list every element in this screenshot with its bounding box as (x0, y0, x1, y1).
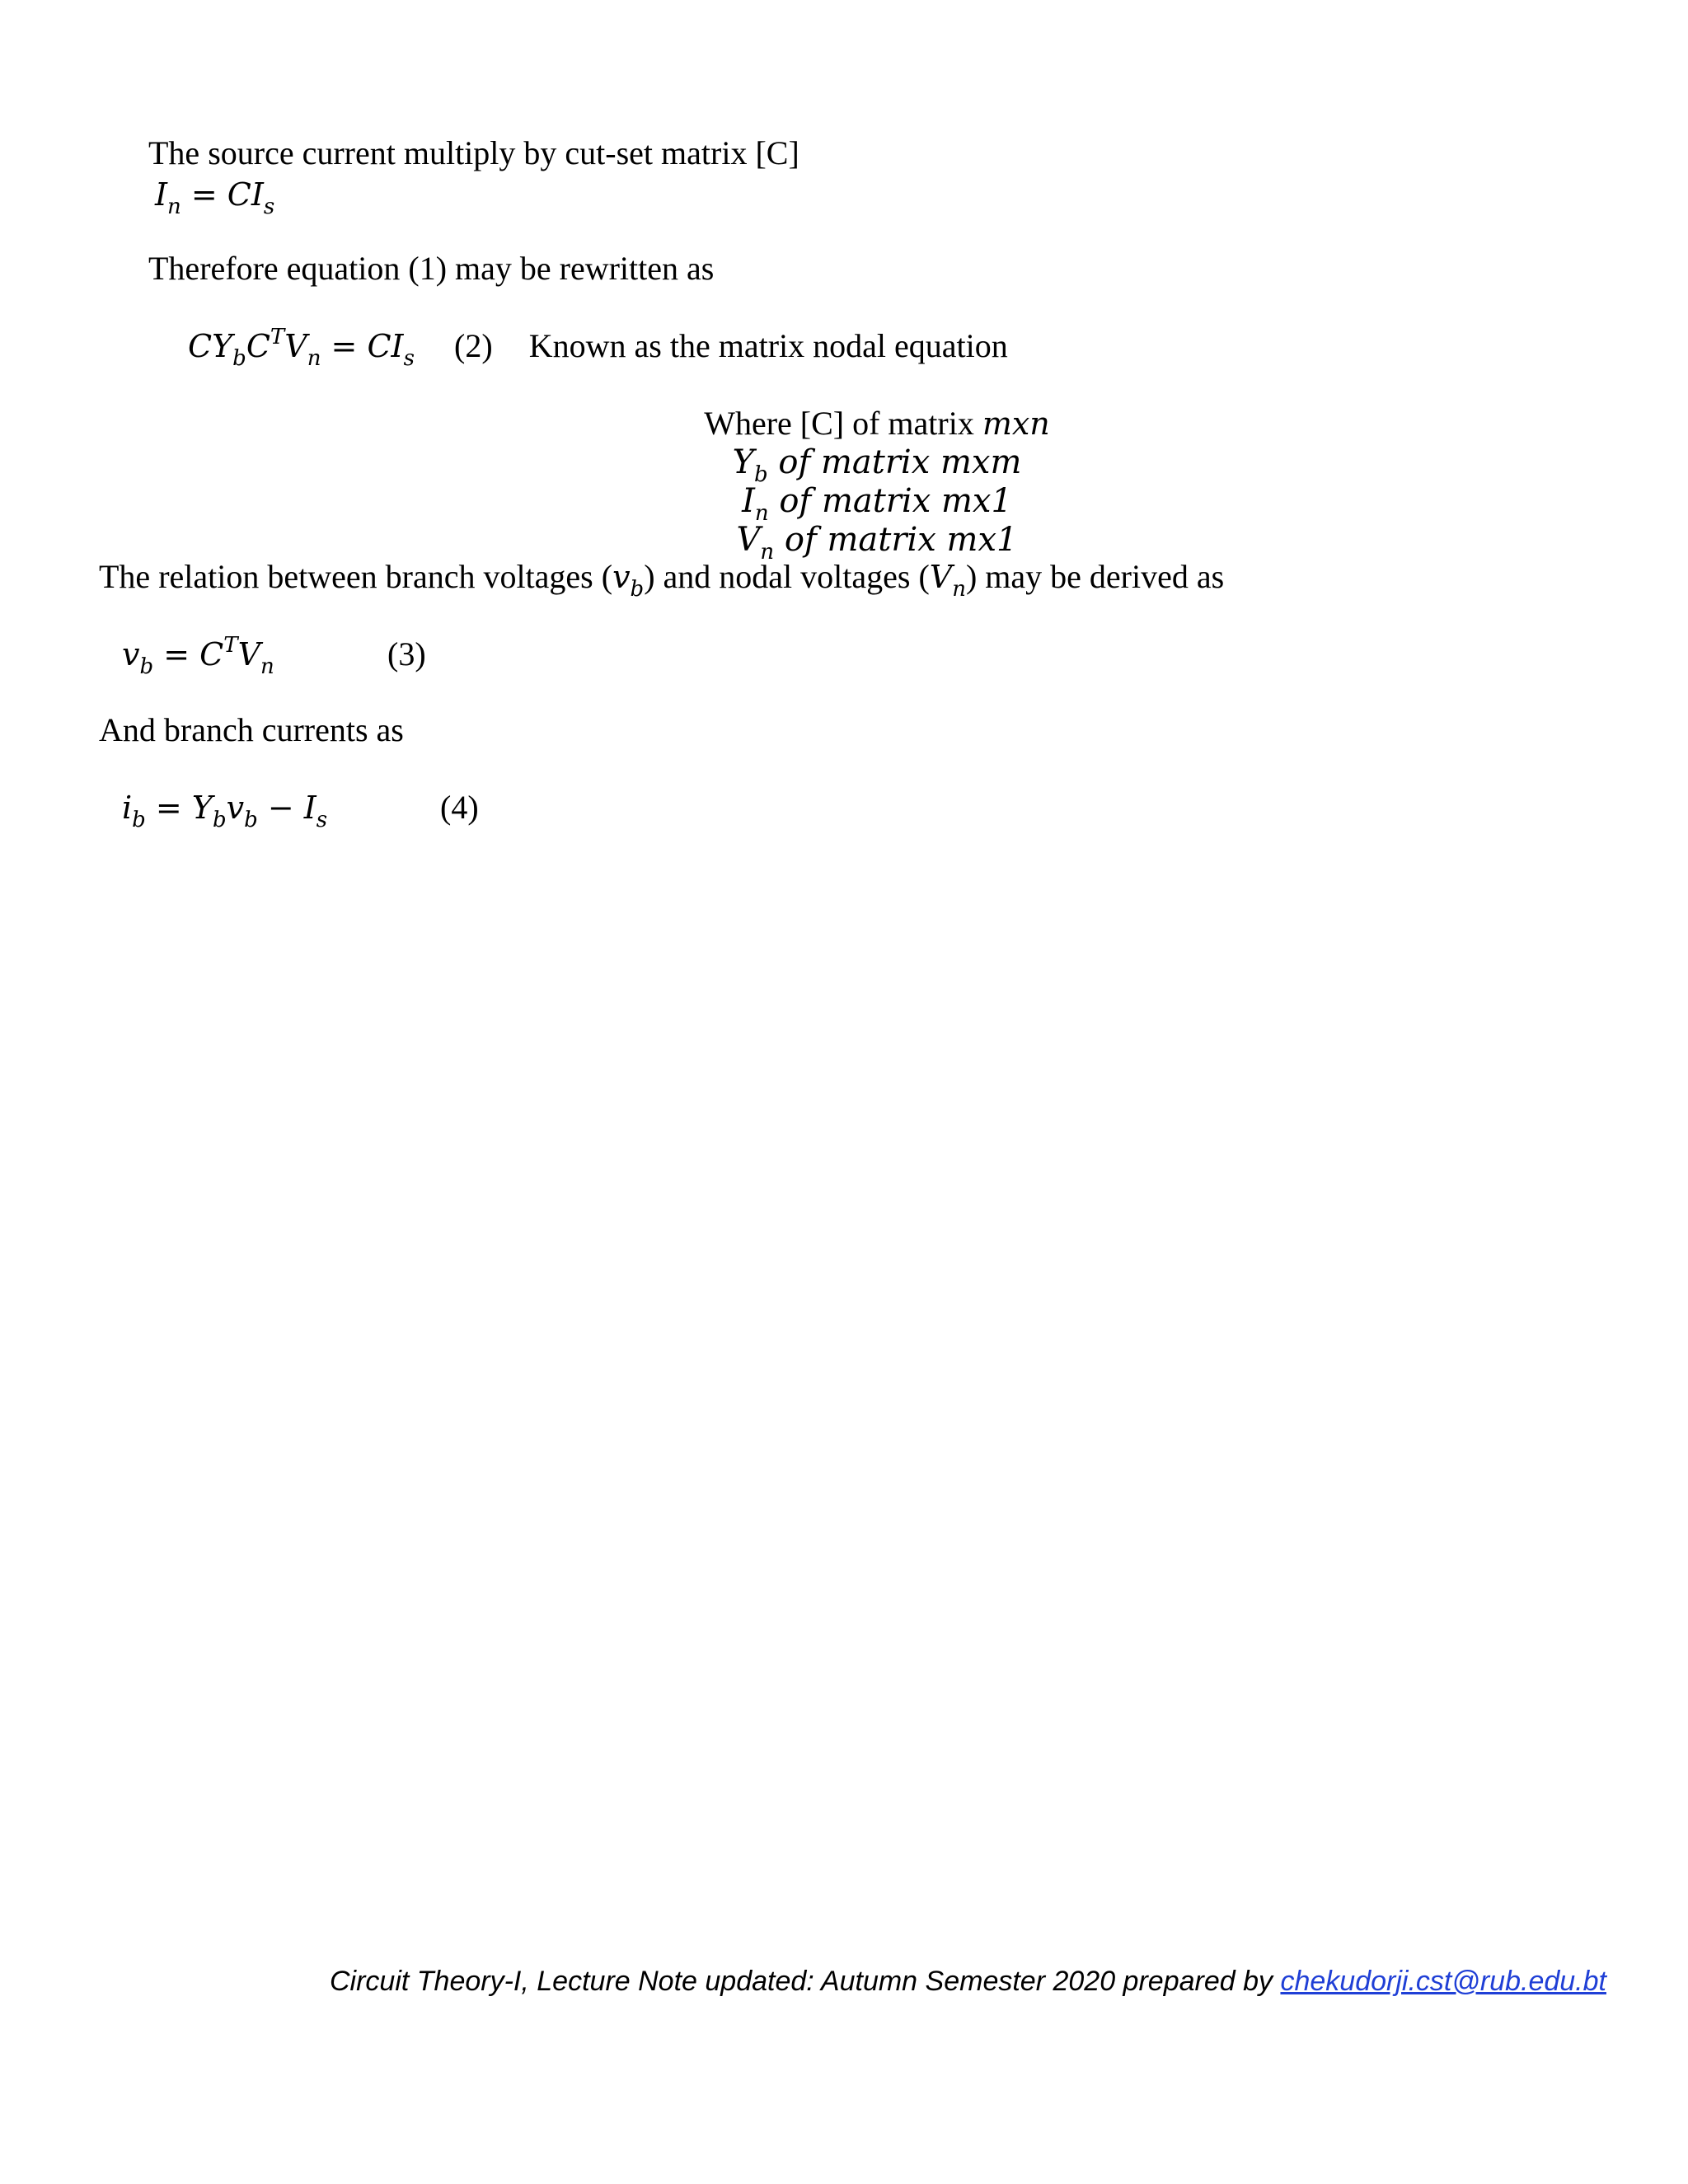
eq2-rhs-sub: s (403, 346, 415, 371)
relation-var-vn-sub: n (952, 577, 966, 602)
relation-text-1: The relation between branch voltages ( (99, 558, 613, 595)
eq4-r2-sub: b (244, 808, 258, 832)
equation-in (155, 175, 275, 219)
where-line-1 (33, 404, 1688, 443)
eq-in-lhs-sub: n (167, 194, 181, 219)
therefore-text: Therefore equation (1) may be rewritten as (148, 250, 715, 287)
where-line2-var: Y (732, 443, 754, 481)
where-line4-sub: n (760, 540, 775, 565)
eq4-number-wrap (440, 788, 479, 827)
eq4-lhs: i (122, 790, 133, 826)
equation-2 (188, 325, 1008, 371)
eq2-label: Known as the matrix nodal equation (528, 327, 1008, 364)
eq3-rhs2-sub: n (260, 654, 274, 679)
eq3-number-wrap (387, 635, 426, 674)
eq3-number: (3) (387, 635, 426, 673)
relation-line (99, 557, 1225, 602)
where-line3-var: I (742, 482, 755, 520)
eq3-lhs-sub: b (139, 654, 154, 679)
where-line3-text: of matrix mx1 (779, 482, 1012, 520)
eq2-p3-sub: n (307, 346, 321, 371)
relation-text-2: ) and nodal voltages ( (644, 558, 930, 595)
eq4-r1-sub: b (212, 808, 227, 832)
eq3-rhs1-sup: T (223, 633, 238, 658)
where-line1-math: mxn (982, 405, 1050, 442)
eq2-rhs: CI (367, 328, 404, 364)
eq3-rhs1: C (199, 636, 224, 673)
where-line3-sub: n (754, 501, 769, 526)
equation-4 (122, 788, 328, 832)
relation-var-vb: v (612, 559, 631, 595)
eq2-number: (2) (454, 327, 493, 364)
relation-text-3: ) may be derived as (965, 558, 1225, 595)
eq2-p3: V (284, 328, 307, 364)
where-line-2 (33, 443, 1688, 487)
where-line4-text: of matrix mx1 (784, 521, 1018, 559)
eq2-equals: = (331, 328, 358, 364)
eq4-r3-sub: s (316, 808, 328, 832)
where-line1-text: Where [C] of matrix (704, 405, 974, 442)
relation-var-vb-sub: b (630, 577, 645, 602)
eq2-p1-sub: b (232, 346, 246, 371)
where-line2-sub: b (753, 462, 768, 487)
eq-in-rhs: CI (227, 176, 264, 213)
eq3-rhs2: V (237, 636, 261, 673)
intro-line (148, 134, 799, 173)
eq4-equals: = (155, 790, 182, 826)
eq4-lhs-sub: b (132, 808, 146, 832)
page-footer (330, 1966, 1606, 1998)
eq4-number: (4) (440, 789, 479, 826)
branch-line (99, 710, 404, 750)
intro-text: The source current multiply by cut-set matrix [C] (148, 134, 799, 171)
eq4-r2: v (226, 790, 245, 826)
eq2-p1: CY (188, 328, 233, 364)
eq2-p2-sup: T (270, 325, 285, 349)
therefore-line (148, 249, 714, 288)
eq-in-equals: = (190, 176, 218, 213)
eq-in-lhs: I (155, 176, 168, 213)
footer-text: Circuit Theory-I, Lecture Note updated: Autumn Semester 2020 prepared by (330, 1966, 1281, 1997)
eq4-minus: − (267, 790, 294, 826)
eq-in-rhs-sub: s (263, 194, 275, 219)
where-line4-var: V (736, 521, 761, 559)
where-line-4 (33, 520, 1688, 565)
relation-var-vn: V (929, 559, 953, 595)
where-line2-text: of matrix mxm (778, 443, 1022, 481)
eq2-p2: C (246, 328, 270, 364)
where-line-3 (33, 481, 1688, 526)
branch-text: And branch currents as (99, 711, 404, 748)
eq3-lhs: v (122, 636, 140, 673)
equation-3 (122, 633, 274, 679)
eq3-equals: = (163, 636, 190, 673)
eq4-r3: I (303, 790, 316, 826)
eq4-r1: Y (191, 790, 213, 826)
footer-email-link[interactable]: chekudorji.cst@rub.edu.bt (1280, 1966, 1606, 1997)
